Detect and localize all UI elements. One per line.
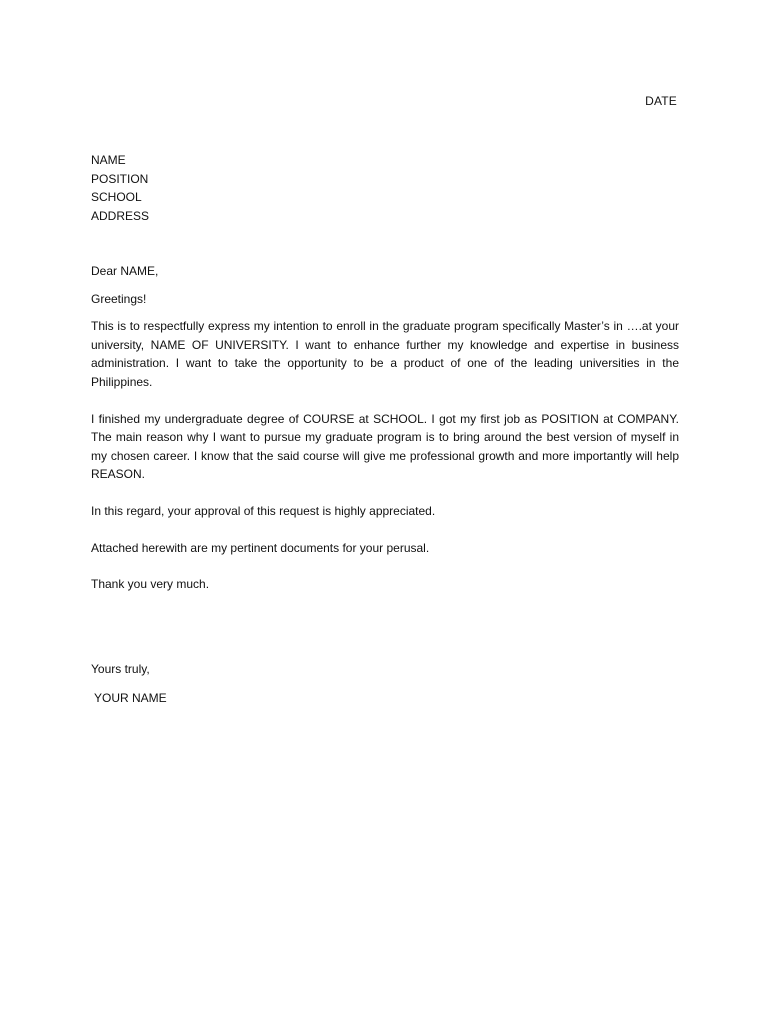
paragraph-thanks: Thank you very much.: [91, 577, 210, 592]
recipient-name: NAME: [91, 153, 126, 167]
recipient-school: SCHOOL: [91, 190, 142, 205]
letter-date: DATE: [645, 94, 677, 108]
recipient-address: ADDRESS: [91, 208, 150, 223]
recipient-block: [91, 151, 149, 225]
paragraph-background: I finished my undergraduate degree of COURSE at SCHOOL. I got my first job as POSITION at COMPANY. The main reason why I want to pursue my graduate program is to bring around the best version of myself in my chosen career. I know that the said course will give me professional growth and more importantly will help REASON.: [91, 411, 679, 482]
recipient-position: POSITION: [91, 171, 149, 186]
salutation: Dear NAME,: [91, 264, 159, 278]
paragraph-intent: This is to respectfully express my intention to enroll in the graduate program specifically Master’s in ….at your university, NAME OF UNIVERSITY. I want to enhance further my knowledge and expertise in business administration. I want to take the opportunity to be a product of one of the leading universities in the Philippines.: [91, 319, 679, 389]
paragraph-request: In this regard, your approval of this request is highly appreciated.: [91, 503, 436, 518]
greeting: Greetings!: [91, 291, 147, 306]
paragraph-attachments: Attached herewith are my pertinent documents for your perusal.: [91, 540, 430, 555]
signature-name: YOUR NAME: [94, 691, 167, 705]
letter-body: [91, 262, 679, 612]
closing: Yours truly,: [91, 662, 150, 676]
